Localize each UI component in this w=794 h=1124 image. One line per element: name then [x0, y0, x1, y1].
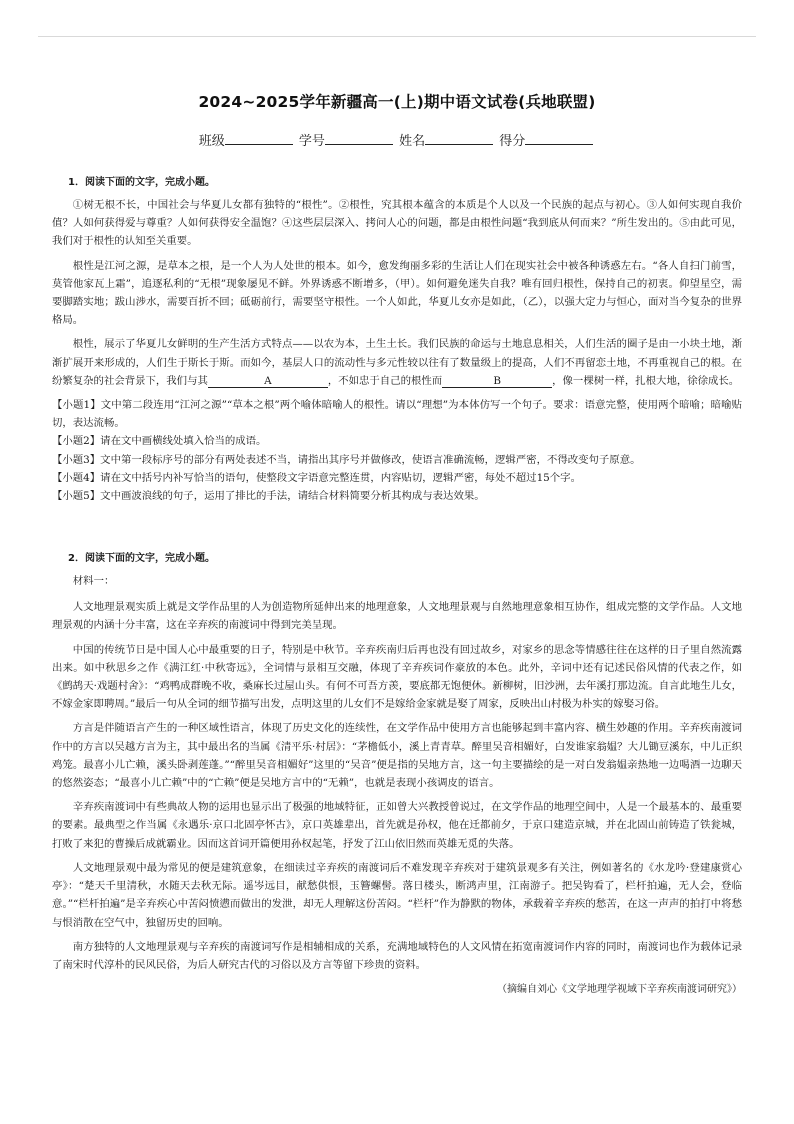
source-citation: （摘编自刘心《文学地理学视域下辛弃疾南渡词研究》） [497, 984, 742, 996]
question-2-section [52, 549, 742, 995]
score-label: 得分 [499, 134, 526, 149]
q1-paragraph-3 [52, 335, 742, 390]
question-1-heading: 1．阅读下面的文字，完成小题。 [68, 177, 215, 188]
q2-paragraph-3: 方言是伴随语言产生的一种区域性语言，体现了历史文化的连续性，在文学作品中使用方言也能够起到丰富内容、横生妙趣的作用。辛弃疾南渡词作中的方言以吴越方言为主，其中最出名的当属《清平乐·村居》：“茅檐低小，溪上青青草。醉里吴音相媚好，白发谁家翁媪？大儿锄豆溪东，中儿正织鸡笼。最喜小儿亡赖，溪头卧剥莲蓬。”“醉里吴音相媚好”这里的“吴音”便是指的吴地方言，这一句主要描绘的是一对白发翁媪亲热地一边喝酒一边聊天的悠然姿态；“最喜小儿亡赖”中的“亡赖”便是吴地方言中的“无赖”，也就是表现小孩调皮的语言。 [52, 722, 742, 790]
subquestion-1: 【小题1】文中第二段连用“江河之源”“草本之根”两个喻体暗喻人的根性。请以“理想”为本体仿写一个句子。要求：语意完整，使用两个暗喻；暗喻贴切，表达流畅。 [52, 399, 742, 430]
name-blank[interactable] [425, 132, 493, 145]
class-blank[interactable] [225, 132, 293, 145]
blank-a: A [208, 375, 328, 388]
q2-paragraph-4: 辛弃疾南渡词中有些典故人物的运用也显示出了极强的地域特征，正如曾大兴教授曾说过，在文学作品的地理空间中，人是一个最基本的、最重要的要素。最典型之作当属《永遇乐·京口北固亭怀古》，京口英雄辈出，首先就是孙权，他在迁都前夕，于京口建造京城，并在北固山前铸造了铁瓮城，打败了来犯的曹操后成就霸业。因而这首词开篇便用孙权起笔，抒发了江山依旧然而英雄无觅的失落。 [52, 801, 742, 850]
q1-subquestions [52, 396, 742, 505]
subquestion-5: 【小题5】文中画波浪线的句子，运用了排比的手法，请结合材料简要分析其构成与表达效果。 [52, 490, 485, 503]
material-label: 材料一： [72, 575, 115, 588]
id-blank[interactable] [325, 132, 393, 145]
q1-paragraph-1: ①树无根不长，中国社会与华夏儿女都有独特的“根性”。②根性，究其根本蕴含的本质是个人以及一个民族的起点与初心。③人如何实现自我价值？人如何获得爱与尊重？人如何获得安全温饱？④这些层层深入、拷问人心的问题，都是由根性问题“我到底从何而来？”所生发出的。⑤由此可见，我们对于根性的认知至关重要。 [52, 199, 742, 248]
exam-page [52, 90, 742, 995]
subquestion-2: 【小题2】请在文中画横线处填入恰当的成语。 [52, 435, 267, 448]
q1-p3-pre: 根性，展示了华夏儿女鲜明的生产生活方式特点——以农为本，土生土长。我们民族的命运与土地息息相关，人们生活的圈子是由一小块土地，渐渐扩展开来形成的，人们生于斯长于斯。而如今，基层人口的流动性与多元性较以往有了数量级上的提高，人们不再留恋土地，不再重视自己的根。在纷繁复杂的社会背景下，我们与其 [52, 338, 742, 387]
q2-paragraph-2: 中国的传统节日是中国人心中最重要的日子，特别是中秋节。辛弃疾南归后再也没有回过故乡，对家乡的思念等情感往往在这样的日子里自然流露出来。如中秋思乡之作《满江红·中秋寄远》，全词情与景相互交融，体现了辛弃疾词作豪放的本色。此外，辛词中还有记述民俗风情的代表之作，如《鹧鸪天·戏题村舍》：“鸡鸭成群晚不收，桑麻长过屋山头。有何不可吾方羡，要底都无饱便休。新柳树，旧沙洲，去年溪打那边流。自言此地生儿女，不嫁金家即聘周。”最后一句从全词的细节描写出发，点明这里的儿女们不是嫁给金家就是娶了周家，反映出山村极为朴实的嫁娶习俗。 [52, 643, 742, 711]
class-label: 班级 [198, 134, 225, 149]
subquestion-4: 【小题4】请在文中括号内补写恰当的语句，使整段文字语意完整连贯，内容贴切，逻辑严密，每处不超过15个字。 [52, 471, 581, 484]
q2-paragraph-5: 人文地理景观中最为常见的便是建筑意象，在细读过辛弃疾的南渡词后不难发现辛弃疾对于建筑景观多有关注，例如著名的《水龙吟·登建康赏心亭》：“楚天千里清秋，水随天去秋无际。遥岑远目，献愁供恨，玉簪螺髻。落日楼头，断鸿声里，江南游子。把吴钩看了，栏杆拍遍，无人会，登临意。”“栏杆拍遍”是辛弃疾心中苦闷愤懑而做出的发泄，却无人理解这份苦闷。“栏杆”作为静默的物体，承载着辛弃疾的愁苦，在这一声声的拍打中将愁与恨消散在空气中，独留历史的回响。 [52, 861, 742, 929]
subquestion-3: 【小题3】文中第一段标序号的部分有两处表述不当，请指出其序号并做修改，使语言准确流畅，逻辑严密，不得改变句子原意。 [52, 453, 641, 466]
q2-paragraph-1: 人文地理景观实质上就是文学作品里的人为创造物所延伸出来的地理意象，人文地理景观与自然地理意象相互协作，组成完整的文学作品。人文地理景观的内涵十分丰富，这在辛弃疾的南渡词中得到完美呈现。 [52, 601, 742, 632]
header-rule [38, 36, 756, 37]
q1-paragraph-2: 根性是江河之源，是草本之根，是一个人为人处世的根本。如今，愈发绚丽多彩的生活让人们在现实社会中被各种诱惑左右。“各人自扫门前雪，莫管他家瓦上霜”，追逐私利的“无根”现象屡见不鲜。外界诱惑不断增多，（甲）。如何避免迷失自我？唯有回归根性，保持自己的初衷。仰望星空，需要脚踏实地；跋山涉水，需要百折不回；砥砺前行，需要坚守根性。一个人如此，华夏儿女亦是如此，（乙），以强大定力与恒心，面对当今复杂的世界格局。 [52, 259, 742, 327]
name-label: 姓名 [399, 134, 426, 149]
question-2-heading: 2．阅读下面的文字，完成小题。 [68, 553, 215, 565]
q1-p3-post: ，像一棵树一样，扎根大地，徐徐成长。 [552, 374, 740, 387]
id-label: 学号 [298, 134, 325, 149]
score-blank[interactable] [525, 132, 593, 145]
q1-p3-mid: ，不如忠于自己的根性而 [327, 374, 443, 387]
blank-b: B [442, 375, 552, 388]
q2-paragraph-6: 南方独特的人文地理景观与辛弃疾的南渡词写作是相辅相成的关系，充满地域特色的人文风情在拓宽南渡词作内容的同时，南渡词也作为载体记录了南宋时代淳朴的民风民俗，为后人研究古代的习俗以及方言等留下珍贵的资料。 [52, 940, 742, 971]
exam-title: 2024~2025学年新疆高一(上)期中语文试卷(兵地联盟) [198, 93, 596, 111]
student-info-line [52, 130, 742, 149]
